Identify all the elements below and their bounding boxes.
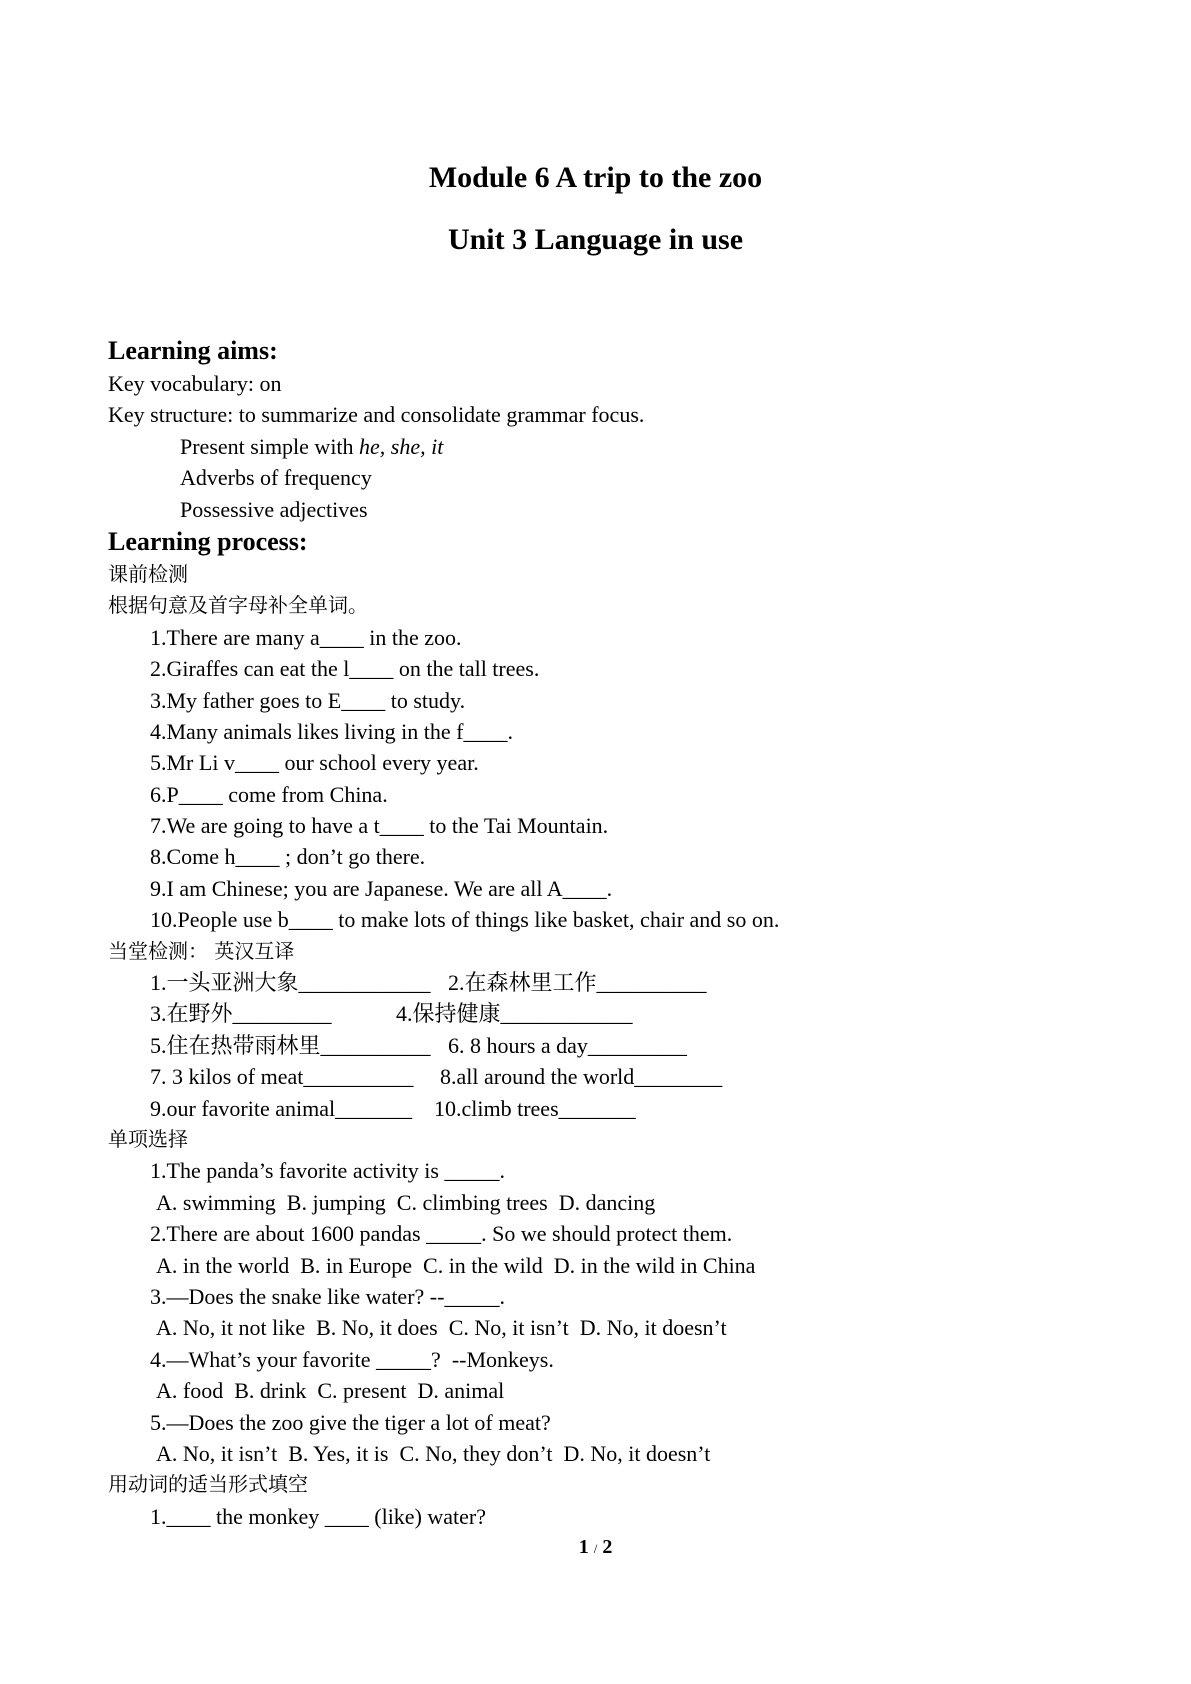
translation-row [108,1061,1108,1092]
aims-item-present-simple [108,431,1108,462]
class-check-heading: 当堂检测： 英汉互译 [108,938,295,963]
mc-options: A. in the world B. in Europe C. in the wild D. in the wild in China [156,1252,756,1278]
page-title: Module 6 A trip to the zoo [428,161,763,194]
mc-question: 5.—Does the zoo give the tiger a lot of meat? [150,1409,551,1435]
pre-check-item: 1.There are many a____ in the zoo. [150,624,462,650]
mc-question: 4.—What’s your favorite _____? --Monkeys. [150,1346,554,1372]
page-separator: / [593,1541,598,1556]
aims-item-adverbs: Adverbs of frequency [180,465,372,491]
translation-item: 4.保持健康____________ [396,1001,633,1027]
page-number [0,1532,1191,1564]
pre-check-item: 2.Giraffes can eat the l____ on the tall trees. [150,656,540,682]
multiple-choice-list [108,1155,1108,1469]
pre-check-item: 4.Many animals likes living in the f____. [150,718,513,744]
aims-item-possessive: Possessive adjectives [180,496,368,522]
pre-check-item: 5.Mr Li v____ our school every year. [150,750,479,776]
pre-check-item: 7.We are going to have a t____ to the Tai Mountain. [150,813,609,839]
translation-row [108,967,1108,998]
mc-question: 1.The panda’s favorite activity is _____. [150,1158,505,1184]
pre-check-item: 8.Come h____ ; don’t go there. [150,844,426,870]
pre-check-heading: 课前检测 [108,561,188,586]
translation-item: 2.在森林里工作__________ [448,970,707,996]
current-page: 1 [578,1536,589,1558]
translation-item: 9.our favorite animal_______ [150,1095,413,1121]
pre-check-instruction: 根据句意及首字母补全单词。 [108,593,368,618]
pre-check-item: 10.People use b____ to make lots of things like basket, chair and so on. [150,907,780,933]
verb-form-item: 1.____ the monkey ____ (like) water? [150,1503,487,1529]
translation-item: 6. 8 hours a day_________ [448,1032,687,1058]
verb-form-heading: 用动词的适当形式填空 [108,1472,308,1497]
translation-list [108,967,1108,1124]
translation-item: 7. 3 kilos of meat__________ [150,1064,414,1090]
pre-check-item: 3.My father goes to E____ to study. [150,687,466,713]
aims-item-italic: he, she, it [359,433,444,459]
learning-aims-heading: Learning aims: [108,336,278,365]
mc-options: A. No, it not like B. No, it does C. No, it isn’t D. No, it doesn’t [156,1315,727,1341]
pre-check-item: 9.I am Chinese; you are Japanese. We are all A____. [150,875,613,901]
page-subtitle: Unit 3 Language in use [447,223,744,256]
translation-item: 5.住在热带雨林里__________ [150,1032,431,1058]
translation-item: 8.all around the world________ [440,1064,723,1090]
translation-row [108,1093,1108,1124]
mc-question: 2.There are about 1600 pandas _____. So we should protect them. [150,1221,733,1247]
translation-row [108,1030,1108,1061]
aims-item-text: Present simple with [180,433,360,459]
translation-row [108,998,1108,1029]
translation-item: 10.climb trees_______ [434,1095,636,1121]
mc-options: A. food B. drink C. present D. animal [156,1378,505,1404]
pre-check-list [108,622,1108,936]
translation-item: 1.一头亚洲大象____________ [150,970,431,996]
document-body [108,334,1108,1532]
mc-options: A. swimming B. jumping C. climbing trees D. dancing [156,1189,656,1215]
mc-options: A. No, it isn’t B. Yes, it is C. No, they don’t D. No, it doesn’t [156,1440,711,1466]
mc-question: 3.—Does the snake like water? --_____. [150,1283,505,1309]
total-pages: 2 [602,1536,613,1558]
key-vocabulary: Key vocabulary: on [108,371,282,396]
key-structure: Key structure: to summarize and consolidate grammar focus. [108,402,645,428]
multiple-choice-heading: 单项选择 [108,1126,188,1151]
learning-process-heading: Learning process: [108,526,308,556]
pre-check-item: 6.P____ come from China. [150,781,388,807]
translation-item: 3.在野外_________ [150,1001,332,1027]
verb-form-list [108,1501,1108,1532]
